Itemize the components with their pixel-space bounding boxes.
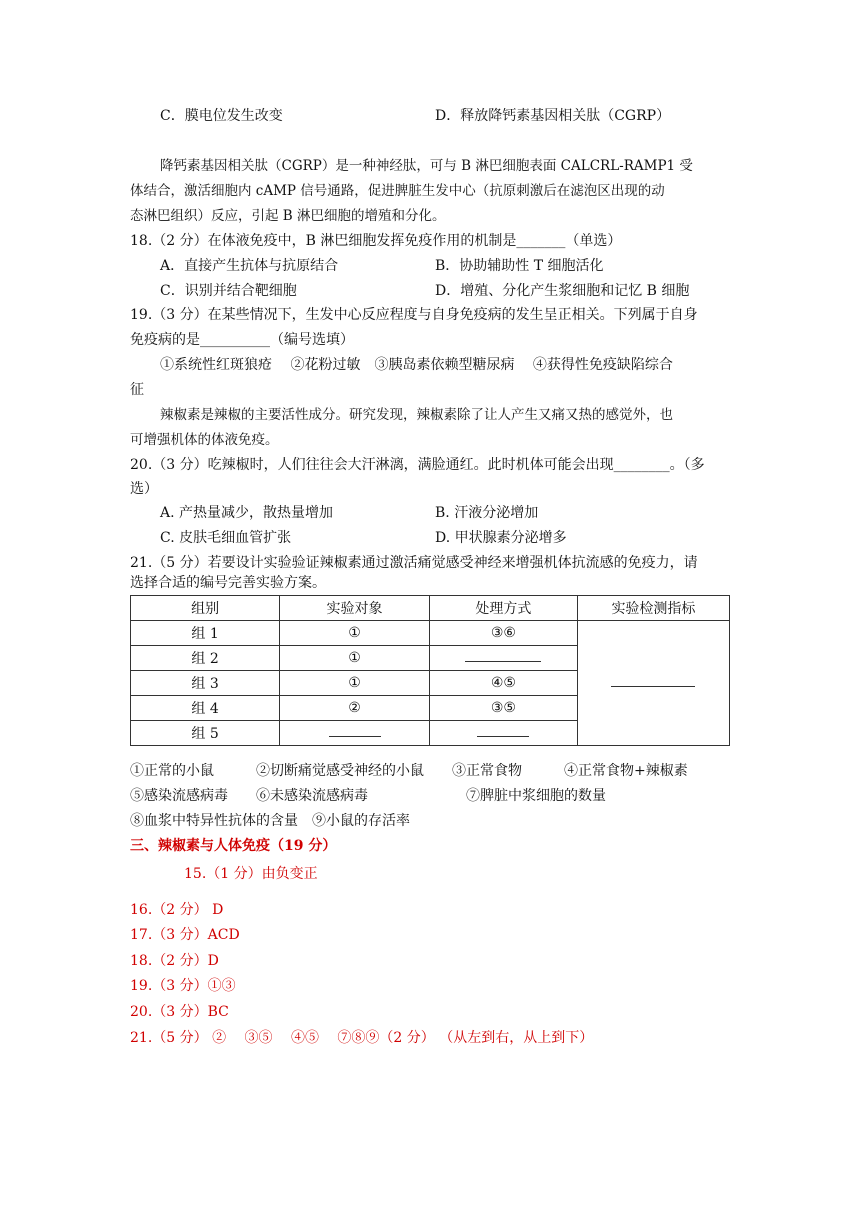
experiment-table — [130, 595, 730, 746]
treatment-cell — [429, 646, 577, 671]
answer-16: 16.（2 分） D — [130, 902, 224, 918]
q21-stem-line2: 选择合适的编号完善实验方案。 — [130, 575, 326, 591]
treatment-cell: ③⑤ — [429, 696, 577, 721]
answer-18: 18.（2 分）D — [130, 953, 219, 969]
subject-cell: ① — [280, 621, 430, 646]
subject-cell — [280, 721, 430, 746]
q18-option-b: B．协助辅助性 T 细胞活化 — [435, 258, 604, 274]
q21-legend-line2: ⑤感染流感病毒 ⑥未感染流感病毒 ⑦脾脏中浆细胞的数量 — [130, 788, 606, 804]
table-header: 实验检测指标 — [577, 596, 729, 621]
q20-option-b: B. 汗液分泌增加 — [435, 505, 539, 521]
passage-cgrp-line3: 态淋巴组织）反应，引起 B 淋巴细胞的增殖和分化。 — [130, 208, 446, 224]
q20-option-d: D. 甲状腺素分泌增多 — [435, 530, 567, 546]
q19-stem-line1: 19.（3 分）在某些情况下，生发中心反应程度与自身免疫病的发生呈正相关。下列属于自身 — [130, 307, 698, 323]
q21-legend-line3: ⑧血浆中特异性抗体的含量 ⑨小鼠的存活率 — [130, 813, 410, 829]
q20-stem-line1: 20.（3 分）吃辣椒时，人们往往会大汗淋漓，满脸通红。此时机体可能会出现________。（多 — [130, 457, 705, 473]
group-cell: 组 5 — [131, 721, 280, 746]
passage-capsaicin-line2: 可增强机体的体液免疫。 — [130, 432, 279, 448]
passage-capsaicin-line1: 辣椒素是辣椒的主要活性成分。研究发现，辣椒素除了让人产生又痛又热的感觉外，也 — [160, 407, 673, 423]
answer-17: 17.（3 分）ACD — [130, 927, 240, 943]
group-cell: 组 2 — [131, 646, 280, 671]
q21-stem-line1: 21.（5 分）若要设计实验验证辣椒素通过激活痛觉感受神经来增强机体抗流感的免疫力，请 — [130, 555, 698, 571]
answer-19: 19.（3 分）①③ — [130, 978, 236, 994]
group-cell: 组 4 — [131, 696, 280, 721]
indicator-blank — [611, 686, 695, 687]
subject-cell: ② — [280, 696, 430, 721]
q18-option-d: D．增殖、分化产生浆细胞和记忆 B 细胞 — [435, 283, 690, 299]
answers-section-title: 三、辣椒素与人体免疫（19 分） — [130, 838, 337, 854]
q18-stem: 18.（2 分）在体液免疫中，B 淋巴细胞发挥免疫作用的机制是_______（单选） — [130, 233, 622, 249]
table-header: 处理方式 — [429, 596, 577, 621]
q19-options: ①系统性红斑狼疮 ②花粉过敏 ③胰岛素依赖型糖尿病 ④获得性免疫缺陷综合 — [160, 357, 673, 373]
q17-option-c: C．膜电位发生改变 — [160, 108, 283, 124]
subject-cell: ① — [280, 671, 430, 696]
answer-15: 15.（1 分）由负变正 — [184, 866, 318, 882]
q18-option-c: C．识别并结合靶细胞 — [160, 283, 297, 299]
table-header-row — [131, 596, 730, 621]
passage-cgrp-line2: 体结合，激活细胞内 cAMP 信号通路，促进脾脏生发中心（抗原刺激后在滤泡区出现的动 — [130, 183, 665, 199]
answer-20: 20.（3 分）BC — [130, 1004, 229, 1020]
q17-option-d: D．释放降钙素基因相关肽（CGRP） — [435, 108, 671, 124]
answer-21: 21.（5 分） ② ③⑤ ④⑤ ⑦⑧⑨（2 分） （从左到右，从上到下） — [130, 1030, 594, 1046]
q20-option-a: A. 产热量减少，散热量增加 — [160, 505, 334, 521]
indicator-cell — [577, 621, 729, 746]
group-cell: 组 3 — [131, 671, 280, 696]
q20-stem-line2: 选） — [130, 481, 158, 497]
q19-options-cont: 征 — [130, 382, 144, 398]
q18-option-a: A．直接产生抗体与抗原结合 — [160, 258, 339, 274]
treatment-cell: ④⑤ — [429, 671, 577, 696]
treatment-blank — [465, 661, 541, 662]
treatment-cell — [429, 721, 577, 746]
passage-cgrp-line1: 降钙素基因相关肽（CGRP）是一种神经肽，可与 B 淋巴细胞表面 CALCRL-RAMP1 受 — [160, 158, 693, 174]
table-row — [131, 621, 730, 646]
subject-cell: ① — [280, 646, 430, 671]
q21-legend-line1: ①正常的小鼠 ②切断痛觉感受神经的小鼠 ③正常食物 ④正常食物+辣椒素 — [130, 763, 688, 779]
treatment-cell: ③⑥ — [429, 621, 577, 646]
table-header: 实验对象 — [280, 596, 430, 621]
q19-stem-line2: 免疫病的是__________（编号选填） — [130, 332, 354, 348]
treatment-blank — [477, 736, 529, 737]
table-header: 组别 — [131, 596, 280, 621]
group-cell: 组 1 — [131, 621, 280, 646]
q20-option-c: C. 皮肤毛细血管扩张 — [160, 530, 292, 546]
subject-blank — [329, 736, 381, 737]
